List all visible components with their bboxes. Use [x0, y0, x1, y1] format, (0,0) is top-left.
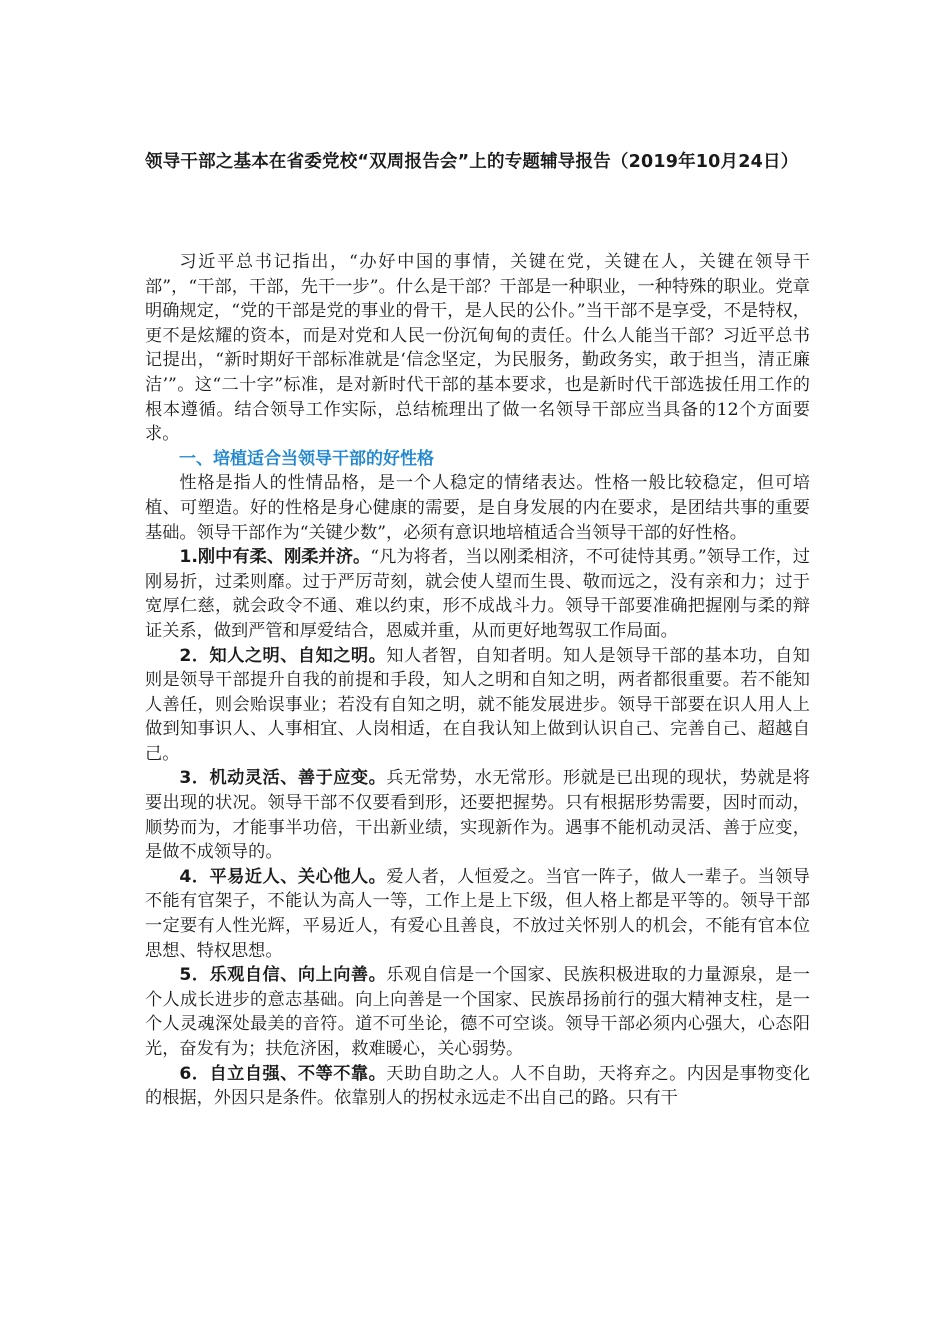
document-body	[145, 250, 810, 1111]
section-intro-paragraph: 性格是指人的性情品格，是一个人稳定的情绪表达。性格一般比较稳定，但可培植、可塑造。好的性格是身心健康的需要，是自身发展的内在要求，是团结共事的重要基础。领导干部作为“关键少数”，必须有意识地培植适合当领导干部的好性格。	[145, 473, 810, 543]
item-text: 爱人者，人恒爱之。当官一阵子，做人一辈子。当领导不能有官架子，不能认为高人一等，工作上是上下级，但人格上都是平等的。领导干部一定要有人性光辉，平易近人，有爱心且善良，不放过关怀别人的机会，不能有官本位思想、特权思想。	[145, 866, 810, 961]
item-lead: 2．知人之明、自知之明。	[179, 645, 387, 666]
list-item-6	[145, 1062, 810, 1111]
item-lead: 5．乐观自信、向上向善。	[179, 965, 387, 986]
item-lead: 6．自立自强、不等不靠。	[179, 1063, 387, 1084]
list-item-1	[145, 545, 810, 643]
item-lead: 3．机动灵活、善于应变。	[179, 768, 387, 789]
item-text: 天助自助之人。人不自助，天将弃之。内因是事物变化的根据，外因只是条件。依靠别人的拐杖永远走不出自己的路。只有干	[145, 1063, 810, 1109]
list-item-5	[145, 963, 810, 1061]
intro-paragraph: 习近平总书记指出，“办好中国的事情，关键在党，关键在人，关键在领导干部”，“干部，干部，先干一步”。什么是干部？干部是一种职业，一种特殊的职业。党章明确规定，“党的干部是党的事业的骨干，是人民的公仆。”当干部不是享受，不是特权，更不是炫耀的资本，而是对党和人民一份沉甸甸的责任。什么人能当干部？习近平总书记提出，“新时期好干部标准就是‘信念坚定，为民服务，勤政务实，敢于担当，清正廉洁’”。这“二十字”标准，是对新时代干部的基本要求，也是新时代干部选拔任用工作的根本遵循。结合领导工作实际，总结梳理出了做一名领导干部应当具备的12个方面要求。	[145, 252, 810, 445]
list-item-4	[145, 865, 810, 963]
list-item-3	[145, 766, 810, 864]
item-text: “凡为将者，当以刚柔相济，不可徒恃其勇。”领导工作，过刚易折，过柔则靡。过于严厉苛刻，就会使人望而生畏、敬而远之，没有亲和力；过于宽厚仁慈，就会政令不通、难以约束，形不成战斗力。领导干部要准确把握刚与柔的辩证关系，做到严管和厚爱结合，恩威并重，从而更好地驾驭工作局面。	[145, 547, 810, 641]
section-heading-1: 一、培植适合当领导干部的好性格	[179, 448, 434, 469]
document-title: 领导干部之基本在省委党校“双周报告会”上的专题辅导报告（2019年10月24日）	[145, 152, 799, 172]
list-item-2	[145, 644, 810, 767]
item-text: 知人者智，自知者明。知人是领导干部的基本功，自知则是领导干部提升自我的前提和手段，知人之明和自知之明，两者都很重要。若不能知人善任，则会贻误事业；若没有自知之明，就不能发展进步。领导干部要在识人用人上做到知事识人、人事相宜、人岗相适，在自我认知上做到认识自己、完善自己、超越自己。	[145, 645, 810, 764]
item-lead: 1.刚中有柔、刚柔并济。	[179, 547, 371, 568]
item-lead: 4．平易近人、关心他人。	[179, 866, 387, 887]
item-text: 兵无常势，水无常形。形就是已出现的现状，势就是将要出现的状况。领导干部不仅要看到形，还要把握势。只有根据形势需要，因时而动，顺势而为，才能事半功倍，干出新业绩，实现新作为。遇事不能机动灵活、善于应变，是做不成领导的。	[145, 768, 810, 863]
item-text: 乐观自信是一个国家、民族积极进取的力量源泉，是一个人成长进步的意志基础。向上向善是一个国家、民族昂扬前行的强大精神支柱，是一个人灵魂深处最美的音符。道不可坐论，德不可空谈。领导干部必须内心强大，心态阳光，奋发有为；扶危济困，救难暖心，关心弱势。	[145, 965, 810, 1059]
